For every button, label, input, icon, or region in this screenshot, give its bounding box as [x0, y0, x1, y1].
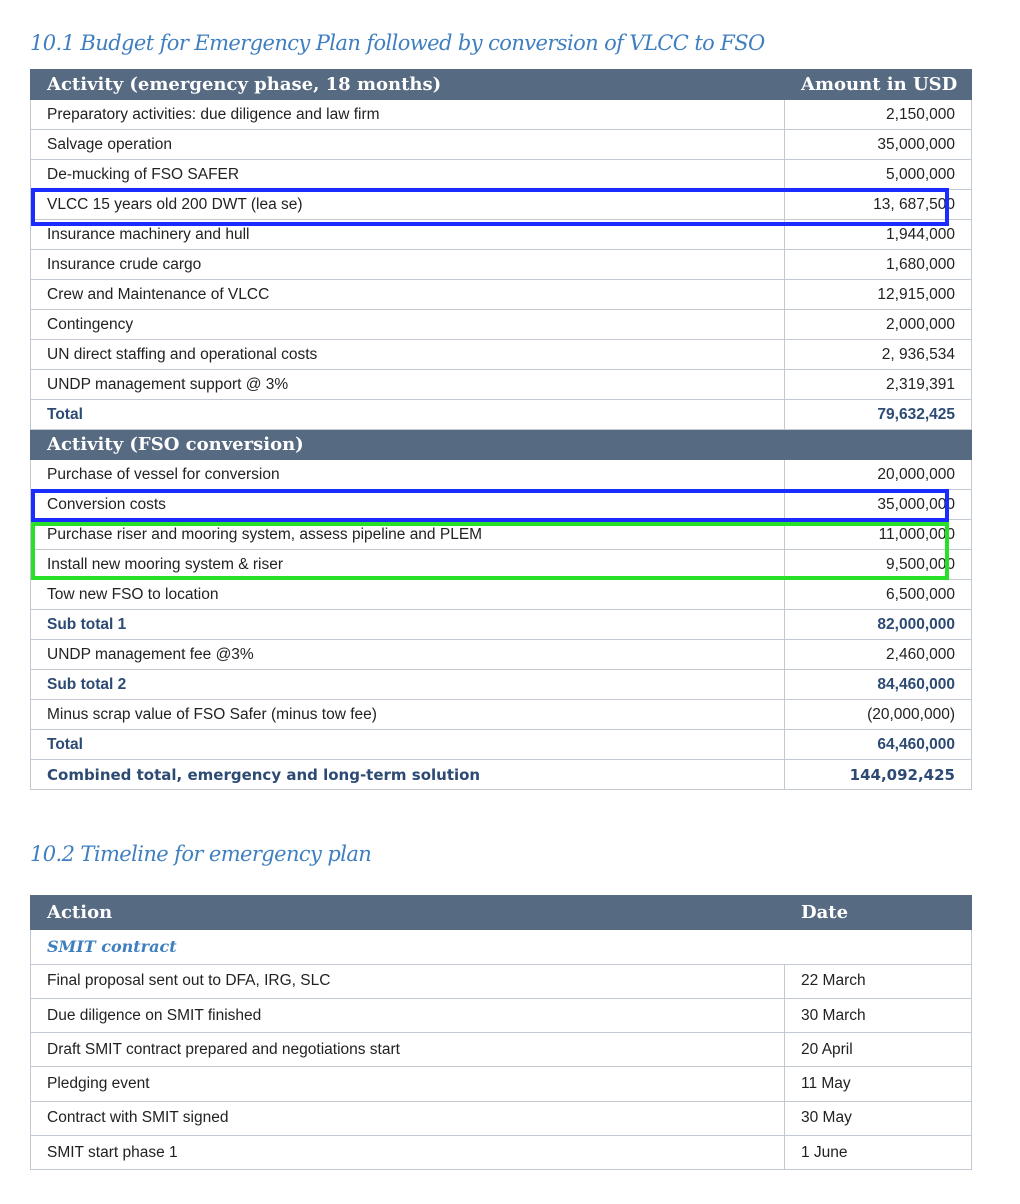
- combined-total-row: [31, 760, 972, 790]
- subtotal-row: [31, 610, 972, 640]
- total-amount: 79,632,425: [785, 400, 972, 430]
- table-row: [31, 280, 972, 310]
- row-amount: 35,000,000: [785, 130, 972, 160]
- row-label: UN direct staffing and operational costs: [31, 340, 785, 370]
- row-date: 1 June: [785, 1136, 972, 1170]
- table-row: [31, 460, 972, 490]
- table-row: [31, 580, 972, 610]
- table-row: [31, 220, 972, 250]
- column-header-amount-empty: [785, 430, 972, 460]
- row-action: Contract with SMIT signed: [31, 1101, 785, 1135]
- row-label: Preparatory activities: due diligence and law firm: [31, 100, 785, 130]
- row-amount: (20,000,000): [785, 700, 972, 730]
- table-row: [31, 964, 972, 998]
- row-amount: 35,000,000: [785, 490, 972, 520]
- row-amount: 11,000,000: [785, 520, 972, 550]
- row-amount: 20,000,000: [785, 460, 972, 490]
- column-header-action: Action: [31, 896, 785, 930]
- table-row: [31, 190, 972, 220]
- timeline-table: [30, 895, 972, 1170]
- row-amount: 13, 687,500: [785, 190, 972, 220]
- row-date: 20 April: [785, 1033, 972, 1067]
- section-title-timeline: 10.2 Timeline for emergency plan: [30, 842, 372, 866]
- total-label: Total: [31, 400, 785, 430]
- row-label: Insurance machinery and hull: [31, 220, 785, 250]
- row-label: Tow new FSO to location: [31, 580, 785, 610]
- subtotal2-amount: 84,460,000: [785, 670, 972, 700]
- subheading-row: [31, 930, 972, 964]
- column-header-amount: Amount in USD: [785, 70, 972, 100]
- row-label: VLCC 15 years old 200 DWT (lea se): [31, 190, 785, 220]
- row-amount: 2,150,000: [785, 100, 972, 130]
- table-row: [31, 490, 972, 520]
- row-label: UNDP management support @ 3%: [31, 370, 785, 400]
- section-title-budget: 10.1 Budget for Emergency Plan followed by conversion of VLCC to FSO: [30, 31, 765, 55]
- row-amount: 6,500,000: [785, 580, 972, 610]
- column-header-activity-fso: Activity (FSO conversion): [31, 430, 785, 460]
- row-amount: 2,319,391: [785, 370, 972, 400]
- row-action: Final proposal sent out to DFA, IRG, SLC: [31, 964, 785, 998]
- row-label: Salvage operation: [31, 130, 785, 160]
- combined-amount: 144,092,425: [785, 760, 972, 790]
- row-date: 11 May: [785, 1067, 972, 1101]
- row-amount: 9,500,000: [785, 550, 972, 580]
- subtotal-row: [31, 670, 972, 700]
- table-row: [31, 550, 972, 580]
- budget-table: [30, 69, 972, 790]
- combined-label: Combined total, emergency and long-term solution: [31, 760, 785, 790]
- table-header-row: [31, 896, 972, 930]
- table-row: [31, 130, 972, 160]
- row-amount: 1,944,000: [785, 220, 972, 250]
- row-action: SMIT start phase 1: [31, 1136, 785, 1170]
- row-date: 22 March: [785, 964, 972, 998]
- total2-amount: 64,460,000: [785, 730, 972, 760]
- row-label: Conversion costs: [31, 490, 785, 520]
- subtotal2-label: Sub total 2: [31, 670, 785, 700]
- table-row: [31, 1136, 972, 1170]
- row-date: 30 March: [785, 998, 972, 1032]
- table-row: [31, 1033, 972, 1067]
- row-amount: 2, 936,534: [785, 340, 972, 370]
- table-row: [31, 998, 972, 1032]
- row-label: UNDP management fee @3%: [31, 640, 785, 670]
- table-row: [31, 640, 972, 670]
- table-row: [31, 1067, 972, 1101]
- total2-label: Total: [31, 730, 785, 760]
- table-row: [31, 340, 972, 370]
- row-label: De-mucking of FSO SAFER: [31, 160, 785, 190]
- row-label: Crew and Maintenance of VLCC: [31, 280, 785, 310]
- row-amount: 5,000,000: [785, 160, 972, 190]
- row-action: Pledging event: [31, 1067, 785, 1101]
- row-date: 30 May: [785, 1101, 972, 1135]
- row-amount: 2,000,000: [785, 310, 972, 340]
- column-header-activity: Activity (emergency phase, 18 months): [31, 70, 785, 100]
- table-row: [31, 700, 972, 730]
- table-row: [31, 160, 972, 190]
- row-label: Insurance crude cargo: [31, 250, 785, 280]
- row-amount: 2,460,000: [785, 640, 972, 670]
- row-action: Due diligence on SMIT finished: [31, 998, 785, 1032]
- table-row: [31, 250, 972, 280]
- row-amount: 1,680,000: [785, 250, 972, 280]
- row-label: Minus scrap value of FSO Safer (minus tow fee): [31, 700, 785, 730]
- table-row: [31, 310, 972, 340]
- subtotal1-amount: 82,000,000: [785, 610, 972, 640]
- row-label: Contingency: [31, 310, 785, 340]
- subheading-smit-contract: SMIT contract: [31, 930, 972, 964]
- table-header-row: [31, 430, 972, 460]
- total-row: [31, 730, 972, 760]
- total-row: [31, 400, 972, 430]
- table-header-row: [31, 70, 972, 100]
- row-amount: 12,915,000: [785, 280, 972, 310]
- column-header-date: Date: [785, 896, 972, 930]
- row-label: Install new mooring system & riser: [31, 550, 785, 580]
- row-action: Draft SMIT contract prepared and negotiations start: [31, 1033, 785, 1067]
- row-label: Purchase of vessel for conversion: [31, 460, 785, 490]
- table-row: [31, 1101, 972, 1135]
- table-row: [31, 370, 972, 400]
- row-label: Purchase riser and mooring system, assess pipeline and PLEM: [31, 520, 785, 550]
- subtotal1-label: Sub total 1: [31, 610, 785, 640]
- table-row: [31, 520, 972, 550]
- table-row: [31, 100, 972, 130]
